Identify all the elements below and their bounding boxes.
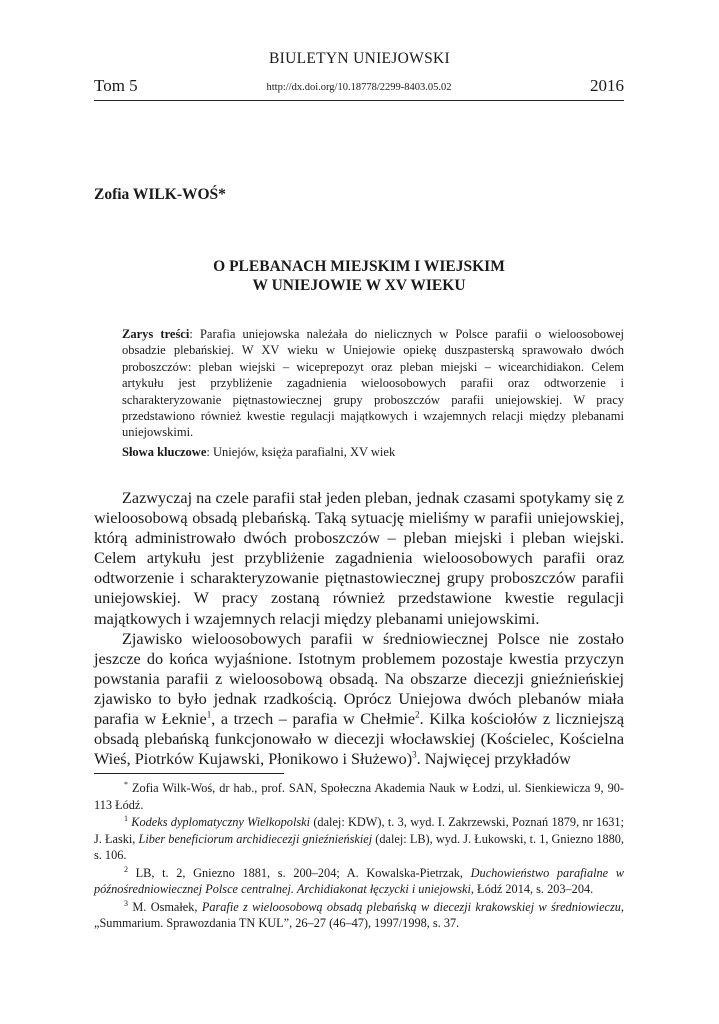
abstract-label: Zarys treści: [122, 327, 190, 341]
footnote-author: [94, 780, 624, 813]
paragraph-2: [94, 629, 624, 770]
abstract-text: : Parafia uniejowska należała do nielicznych w Polsce parafii o wieloosobowej obsadzie plebańskiej. W XV wieku w Uniejowie opiekę duszpasterską sprawowało dwóch proboszczów: pleban wiejski – wiceprepozyt oraz pleban miejski – wicearchidiakon. Celem artykułu jest przybliżenie zagadnienia wieloosobowych parafii oraz odtworzenie i scharakteryzowanie piętnastowiecznej grupy proboszczów parafii uniejowskiej. W pracy przedstawiono również kwestie regulacji majątkowych i wzajemnych relacji między plebanami uniejowskimi.: [122, 327, 625, 440]
keywords: [122, 444, 624, 460]
footnote-ref-3[interactable]: 3: [412, 749, 417, 760]
footnote-mark-3: 3: [124, 898, 128, 908]
abstract: [122, 326, 624, 441]
doi-link[interactable]: http://dx.doi.org/10.18778/2299-8403.05.02: [266, 82, 452, 93]
body-text: [94, 488, 624, 769]
author-name: Zofia WILK-WOŚ*: [94, 186, 226, 203]
header-divider: [94, 100, 624, 101]
footnote-1-italic-1: Kodeks dyplomatyczny Wielkopolski: [128, 815, 311, 829]
keywords-label: Słowa kluczowe: [122, 445, 207, 459]
running-header: [94, 76, 624, 98]
footnote-3-text-2: , „Summarium. Sprawozdania TN KUL”, 26–27 (46–47), 1997/1998, s. 37.: [94, 899, 624, 930]
keywords-text: : Uniejów, księża parafialni, XV wiek: [206, 445, 396, 459]
footnote-3-text-1: M. Osmałek,: [128, 899, 202, 914]
paragraph-2-part-a: Zjawisko wieloosobowych parafii w średniowiecznej Polsce nie zostało jeszcze do końca wyjaśnione. Istotnym problemem pozostaje kwestia przyczyn powstania parafii z wieloosobową obsadą. Na obszarze diecezji gnieźnieńskiej zjawisko to było jednak rzadkością. Oprócz Uniejowa dwóch plebanów miała parafia w Łeknie: [94, 629, 624, 729]
footnote-2: [94, 865, 624, 898]
paragraph-2-part-d: . Najwięcej przykładów: [416, 750, 571, 769]
footnote-1-text-2: (dalej: LB), wyd. J. Łukowski, t. 1, Gniezno 1880, s. 106.: [94, 831, 624, 862]
paragraph-1: Zazwyczaj na czele parafii stał jeden pleban, jednak czasami spotykamy się z wieloosobową obsadą plebańską. Taką sytuację mieliśmy w parafii uniejowskiej, którą administrowało dwóch proboszczów – pleban miejski i pleban wiejski. Celem artykułu jest przybliżenie zagadnienia wieloosobowych parafii oraz odtworzenie i scharakteryzowanie piętnastowiecznej grupy proboszczów parafii uniejowskiej. W pracy zostaną również przedstawione kwestie regulacji majątkowych i wzajemnych relacji między plebanami uniejowskimi.: [94, 489, 624, 628]
paragraph-2-part-b: , a trzech – parafia w Chełmie: [211, 710, 416, 729]
footnote-ref-1[interactable]: 1: [206, 709, 212, 720]
footnote-3: [94, 899, 624, 932]
footnote-1: [94, 814, 624, 864]
footnote-mark-2: 2: [124, 864, 128, 874]
footnote-1-italic-2: Liber beneficiorum archidiecezji gnieźnieńskiej: [138, 831, 373, 846]
article-title: [94, 257, 624, 295]
footnotes: [94, 780, 624, 933]
year-label: 2016: [590, 76, 624, 95]
paragraph-2-part-c: . Kilka kościołów z liczniejszą obsadą plebańską funkcjonowało w diecezji włocławskiej (Kościelec, Kościelna Wieś, Piotrków Kujawski, Płonikowo i Służewo): [94, 710, 625, 769]
volume-label: Tom 5: [94, 76, 138, 95]
footnote-divider: [94, 773, 284, 774]
footnote-1-text-1: (dalej: KDW), t. 3, wyd. I. Zakrzewski, Poznań 1879, nr 1631; J. Łaski,: [94, 815, 624, 846]
journal-title: BIULETYN UNIEJOWSKI: [269, 50, 450, 67]
footnote-2-italic: Duchowieństwo parafialne w późnośredniowiecznej Polsce centralnej. Archidiakonat łęczycki i uniejowski: [94, 865, 624, 896]
title-line-2: W UNIEJOWIE W XV WIEKU: [252, 277, 466, 294]
footnote-2-text-1: LB, t. 2, Gniezno 1881, s. 200–204; A. Kowalska-Pietrzak,: [128, 865, 471, 880]
footnote-2-text-2: , Łódź 2014, s. 203–204.: [470, 882, 594, 896]
footnote-ref-2[interactable]: 2: [415, 709, 420, 720]
footnote-mark-1: 1: [124, 813, 128, 823]
footnote-3-italic: Parafie z wieloosobową obsadą plebańską w diecezji krakowskiej w średniowieczu: [201, 899, 621, 914]
footnote-mark-star: *: [124, 779, 128, 789]
title-line-1: O PLEBANACH MIEJSKIM I WIEJSKIM: [213, 258, 505, 275]
footnote-author-text: Zofia Wilk-Woś, dr hab., prof. SAN, Społeczna Akademia Nauk w Łodzi, ul. Sienkiewicza 9, 90-113 Łódź.: [94, 781, 624, 812]
